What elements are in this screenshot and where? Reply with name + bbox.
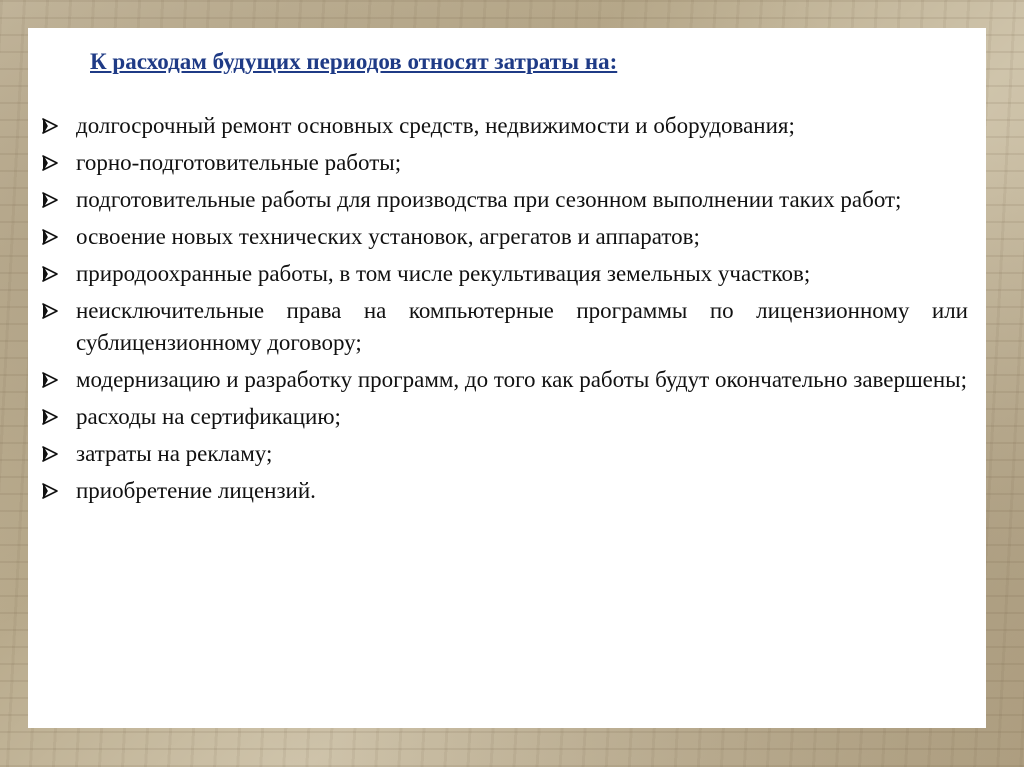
arrow-bullet-icon: [40, 221, 66, 253]
arrow-bullet-icon: [40, 438, 66, 470]
list-item: [40, 295, 976, 359]
list-item: [40, 147, 976, 179]
list-item-text: долгосрочный ремонт основных средств, недвижимости и оборудования;: [76, 113, 795, 138]
list-item-text: горно-подготовительные работы;: [76, 150, 402, 175]
list-item: [40, 401, 976, 433]
list-item-text: расходы на сертификацию;: [76, 404, 341, 429]
arrow-bullet-icon: [40, 110, 66, 142]
list-item: [40, 221, 976, 253]
list-item: [40, 438, 976, 470]
arrow-bullet-icon: [40, 364, 66, 396]
list-item-text: подготовительные работы для производства при сезонном выполнении таких работ;: [76, 187, 902, 212]
slide-title: К расходам будущих периодов относят затраты на:: [90, 49, 618, 74]
list-item-text: неисключительные права на компьютерные программы по лицензионному или сублицензионному договору;: [76, 298, 968, 355]
list-item-text: модернизацию и разработку программ, до того как работы будут окончательно завершены;: [76, 367, 968, 392]
list-item: [40, 475, 976, 507]
slide-panel: [28, 28, 986, 728]
list-item-text: освоение новых технических установок, агрегатов и аппаратов;: [76, 224, 700, 249]
arrow-bullet-icon: [40, 258, 66, 290]
list-item: [40, 364, 976, 396]
bullet-list: [40, 110, 976, 512]
list-item-text: затраты на рекламу;: [76, 441, 273, 466]
arrow-bullet-icon: [40, 184, 66, 216]
arrow-bullet-icon: [40, 147, 66, 179]
arrow-bullet-icon: [40, 401, 66, 433]
list-item: [40, 184, 976, 216]
arrow-bullet-icon: [40, 295, 66, 327]
arrow-bullet-icon: [40, 475, 66, 507]
list-item-text: приобретение лицензий.: [76, 478, 316, 503]
list-item-text: природоохранные работы, в том числе рекультивация земельных участков;: [76, 261, 811, 286]
list-item: [40, 110, 976, 142]
list-item: [40, 258, 976, 290]
